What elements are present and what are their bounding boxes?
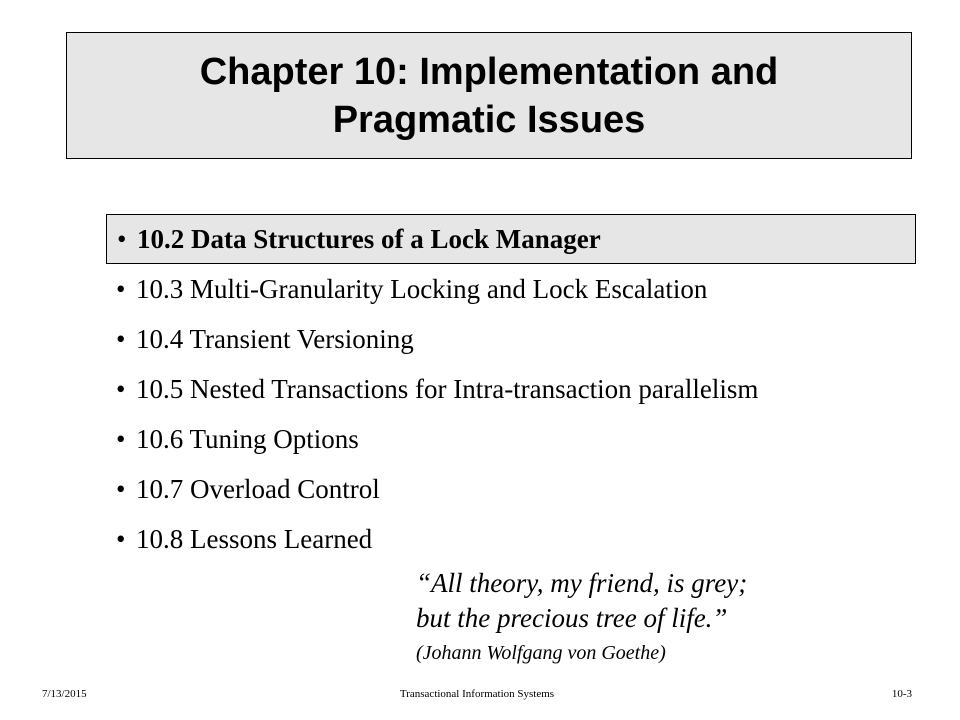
slide-footer [42, 686, 912, 702]
bullet-dot-icon: • [116, 523, 126, 554]
bullet-label: 10.7 Overload Control [136, 473, 380, 504]
bullet-dot-icon: • [116, 373, 126, 404]
bullet-label: 10.5 Nested Transactions for Intra-transaction parallelism [136, 373, 759, 404]
bullet-label: 10.3 Multi-Granularity Locking and Lock Escalation [136, 273, 708, 304]
quote-attribution: (Johann Wolfgang von Goethe) [416, 642, 666, 664]
bullet-dot-icon: • [116, 473, 126, 504]
footer-date: 7/13/2015 [42, 688, 87, 700]
slide-title-line-2: Pragmatic Issues [332, 98, 646, 141]
bullet-label: 10.4 Transient Versioning [136, 323, 414, 354]
bullet-dot-icon: • [116, 423, 126, 454]
bullet-label: 10.2 Data Structures of a Lock Manager [137, 223, 601, 254]
quote-line-2: but the precious tree of life.” [416, 603, 728, 633]
footer-course-title: Transactional Information Systems [399, 688, 555, 700]
bullet-item-10-8 [106, 514, 916, 564]
slide-title-box [66, 32, 912, 159]
bullet-dot-icon: • [117, 223, 127, 254]
bullet-label: 10.8 Lessons Learned [136, 523, 373, 554]
goethe-quote [416, 566, 747, 668]
bullet-label: 10.6 Tuning Options [136, 423, 359, 454]
slide-title-line-1: Chapter 10: Implementation and [199, 50, 779, 93]
bullet-item-10-5 [106, 364, 916, 414]
bullet-item-10-4 [106, 314, 916, 364]
bullet-dot-icon: • [116, 323, 126, 354]
quote-line-1: “All theory, my friend, is grey; [416, 568, 748, 598]
bullet-item-10-6 [106, 414, 916, 464]
bullet-item-10-3 [106, 264, 916, 314]
footer-page-number: 10-3 [891, 688, 912, 700]
bullet-item-10-2 [106, 214, 916, 264]
section-bullet-list [106, 214, 916, 564]
bullet-dot-icon: • [116, 273, 126, 304]
bullet-item-10-7 [106, 464, 916, 514]
